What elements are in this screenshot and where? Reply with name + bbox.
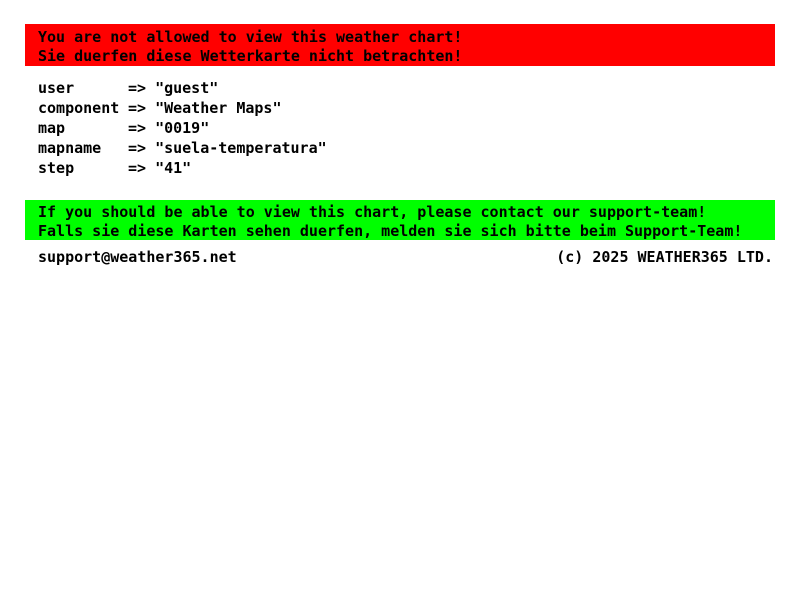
- request-params: [38, 78, 327, 178]
- footer: [38, 249, 773, 265]
- param-key: component: [38, 99, 120, 117]
- arrow-glyph: =>: [128, 79, 147, 97]
- param-key: map: [38, 119, 66, 137]
- param-value: "suela-temperatura": [155, 139, 327, 157]
- param-value: "Weather Maps": [155, 99, 282, 117]
- support-email: support@weather365.net: [38, 248, 237, 266]
- param-value: "0019": [155, 119, 210, 137]
- arrow-glyph: =>: [128, 159, 147, 177]
- error-line-en: You are not allowed to view this weather chart!: [38, 28, 463, 46]
- error-banner: [25, 24, 775, 66]
- param-key: user: [38, 79, 75, 97]
- param-row-step: [38, 158, 327, 178]
- param-value: "41": [155, 159, 192, 177]
- param-value: "guest": [155, 79, 219, 97]
- param-key: step: [38, 159, 75, 177]
- param-key: mapname: [38, 139, 102, 157]
- param-row-component: [38, 98, 327, 118]
- support-line-en: If you should be able to view this chart, please contact our support-team!: [38, 203, 707, 221]
- arrow-glyph: =>: [128, 99, 147, 117]
- copyright-notice: (c) 2025 WEATHER365 LTD.: [556, 248, 773, 266]
- param-row-user: [38, 78, 327, 98]
- support-line-de: Falls sie diese Karten sehen duerfen, melden sie sich bitte beim Support-Team!: [38, 222, 743, 240]
- arrow-glyph: =>: [128, 139, 147, 157]
- support-banner: [25, 200, 775, 240]
- param-row-map: [38, 118, 327, 138]
- param-row-mapname: [38, 138, 327, 158]
- arrow-glyph: =>: [128, 119, 147, 137]
- error-line-de: Sie duerfen diese Wetterkarte nicht betrachten!: [38, 47, 463, 65]
